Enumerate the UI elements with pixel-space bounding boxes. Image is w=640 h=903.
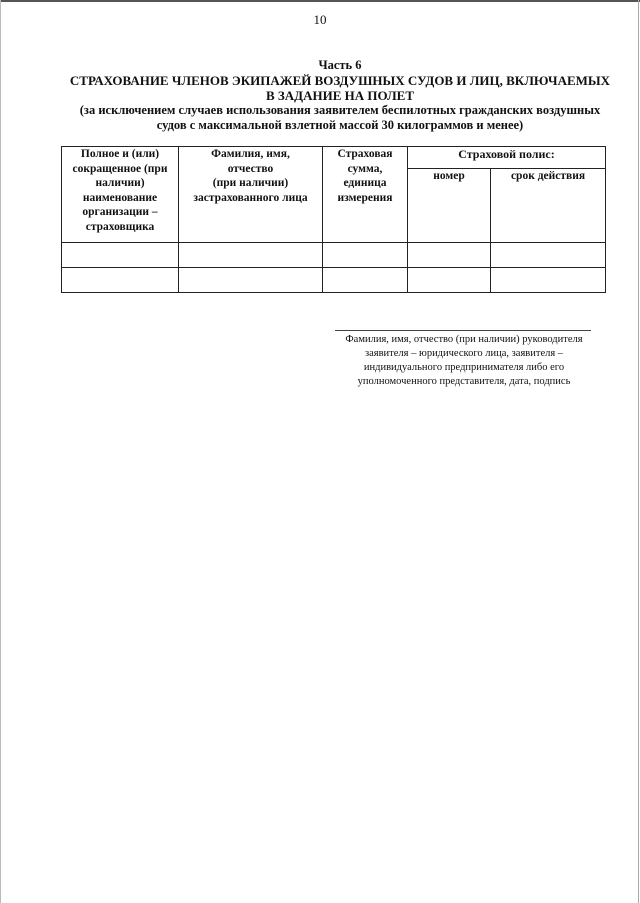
section-subtitle-line-1: (за исключением случаев использования заявителем беспилотных гражданских воздушных bbox=[79, 103, 601, 117]
part-label: Часть 6 bbox=[318, 58, 362, 72]
table-cell[interactable] bbox=[62, 243, 179, 268]
column-header-policy-number: номер bbox=[408, 169, 491, 243]
table-row bbox=[62, 243, 606, 268]
table-cell[interactable] bbox=[179, 243, 323, 268]
table-cell[interactable] bbox=[408, 268, 491, 293]
table-cell[interactable] bbox=[491, 243, 606, 268]
scan-edge-top bbox=[0, 0, 640, 2]
section-title-line-1: СТРАХОВАНИЕ ЧЛЕНОВ ЭКИПАЖЕЙ ВОЗДУШНЫХ СУДОВ И ЛИЦ, ВКЛЮЧАЕМЫХ bbox=[69, 73, 611, 88]
table-cell[interactable] bbox=[408, 243, 491, 268]
signature-line bbox=[335, 330, 591, 331]
section-heading bbox=[40, 58, 640, 133]
table-cell[interactable] bbox=[62, 268, 179, 293]
section-title-line-2: В ЗАДАНИЕ НА ПОЛЕТ bbox=[265, 88, 414, 103]
section-subtitle-line-2: судов с максимальной взлетной массой 30 килограммов и менее) bbox=[156, 118, 524, 132]
signature-caption: Фамилия, имя, отчество (при наличии) руководителя заявителя – юридического лица, заявителя – индивидуального предпринимателя либо его уполномоченного представителя, дата, подпись bbox=[345, 334, 583, 387]
page-number: 10 bbox=[313, 12, 327, 27]
column-header-insured-person: Фамилия, имя, отчество (при наличии) застрахованного лица bbox=[179, 147, 323, 243]
table-cell[interactable] bbox=[323, 268, 408, 293]
table-cell[interactable] bbox=[323, 243, 408, 268]
column-header-policy: Страховой полис: bbox=[408, 147, 606, 169]
column-header-policy-term: срок действия bbox=[491, 169, 606, 243]
table-cell[interactable] bbox=[179, 268, 323, 293]
scan-edge-left bbox=[0, 0, 1, 903]
scan-edge-right bbox=[638, 0, 639, 903]
table-row bbox=[62, 268, 606, 293]
table-cell[interactable] bbox=[491, 268, 606, 293]
insurance-table bbox=[61, 146, 606, 293]
column-header-insured-sum: Страховая сумма, единица измерения bbox=[323, 147, 408, 243]
column-header-insurer: Полное и (или) сокращенное (при наличии) наименование организации – страховщика bbox=[62, 147, 179, 243]
